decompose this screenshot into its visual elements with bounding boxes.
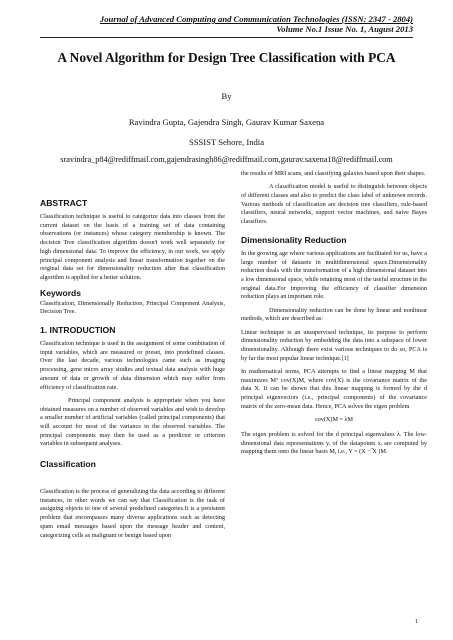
page-number: 1 (414, 618, 418, 625)
classification-paragraph: Classification is the process of generalizing the data according to different instances, in other words we can say that Classification is the task of assigning objects to one of several predefined categories.It is a persistent problem that encompasses many diverse applications such as detecting spam email messages based upon the message header and content, categorizing cells as malignant or benign based upon (40, 488, 225, 539)
linear-technique-paragraph: Linear technique is an unsupervised technique, its purpose to perform dimensionality reduction by embedding the data into a subspace of lower dimensionality. Although there exist various techniques to do so, PCA is by far the most popular linear technique.[1] (241, 328, 427, 362)
institution: SSSIST Sehore, India (188, 137, 265, 147)
right-column (241, 170, 427, 462)
journal-name-line: Journal of Advanced Computing and Communication Technologies (ISSN: 2347 - 2804) (99, 14, 413, 24)
introduction-paragraph-2: Principal component analysis is appropriate when you have obtained measures on a number of observed variables and wish to develop a smaller number of artificial variables (called principal components) that will account for most of the variance in the observed variables. The principal components may then be used as a predictor or criterion variables in subsequent analyses. (40, 396, 225, 448)
journal-header (40, 14, 413, 34)
classification-continued: the results of MRI scans, and classifying galaxies based upon their shapes. (241, 170, 426, 177)
introduction-paragraph: Classification technique is used in the assignment of some combination of input variables, which are measured or preset, into predefined classes. Over the last decade, various technologies came such as imaging processing, gene micro array studies and textual data analysis with huge amount of data or growth of data dimension which may suffer from efficiency of classification rate. (40, 340, 225, 391)
author-emails: sravindra_p84@rediffmail.com,gajendrasingh86@rediffmail.com,gaurav.saxena18@rediffmail.com (60, 155, 393, 164)
abstract-heading: ABSTRACT (40, 198, 88, 208)
paper-title: A Novel Algorithm for Design Tree Classification with PCA (57, 50, 396, 65)
left-column (40, 180, 225, 545)
classification-heading: Classification (40, 459, 96, 470)
dimensionality-paragraph: In the growing age where various applications are facilitated for us, have a large number of datasets in multidimensional space.Dimensionality reduction deals with the transformation of a high dimensional dataset into a low dimensional space, while retaining most of the useful structure in the original data.For improving the efficiency of classifier dimension reduction plays an important role. (241, 249, 427, 301)
abstract-text: Classification technique is useful to categorize data into classes from the current dataset on the basis of a training set of data containing observations (or instances) whose category membership is known. The decision Tree classification algorithm doesn't work well separately for high dimensional data. To improve the efficiency, in our work, we apply principal component analysis and linear transformation together on the original data set for dimensionality reduction after that classification algorithm is applied for a better solution. (40, 213, 225, 281)
by-label: By (221, 91, 232, 101)
classification-model-paragraph: A classification model is useful to distinguish between objects of different classes and also to predict the class label of unknown records. Various methods of classification are decision tree classifiers, rule-based classifiers, neural networks, support vector machines, and naive Bayes classifiers. (241, 183, 427, 226)
pca-math-paragraph: In mathematical terms, PCA attempts to find a linear mapping M that maximizes Mᵀ cov(X)M, where cov(X) is the covariance matrix of the data X. It can be shown that this linear mapping is formed by the d principal eigenvectors (i.e., principal components) of the covariance matrix of the zero-mean data. Hence, PCA solves the eigen problem (241, 368, 427, 410)
journal-volume-line: Volume No.1 Issue No. 1, August 2013 (276, 24, 413, 34)
header-rule (40, 37, 413, 38)
dimensionality-heading: Dimensionality Reduction (241, 234, 347, 245)
eigen-equation: cov(X)M = λM (314, 416, 354, 424)
eigen-solution-paragraph: The eigen problem is solved for the d principal eigenvalues λ. The low-dimensional data representations yᵢ of the datapoints xᵢ are computed by mapping them onto the linear basis M, i.e., Y = (X − ̅X )M. (241, 430, 427, 456)
keywords-text: Classification, Dimensionally Reduction, Principal Component Analysis, Decision Tree. (40, 299, 225, 316)
keywords-heading: Keywords (40, 287, 82, 298)
author-list: Ravindra Gupta, Gajendra Singh, Gaurav Kumar Saxena (128, 117, 325, 127)
dimensionality-methods-paragraph: Dimensionality reduction can be done by linear and nonlinear methods, which are described as: (241, 306, 427, 323)
introduction-heading: 1. INTRODUCTION (40, 325, 116, 336)
